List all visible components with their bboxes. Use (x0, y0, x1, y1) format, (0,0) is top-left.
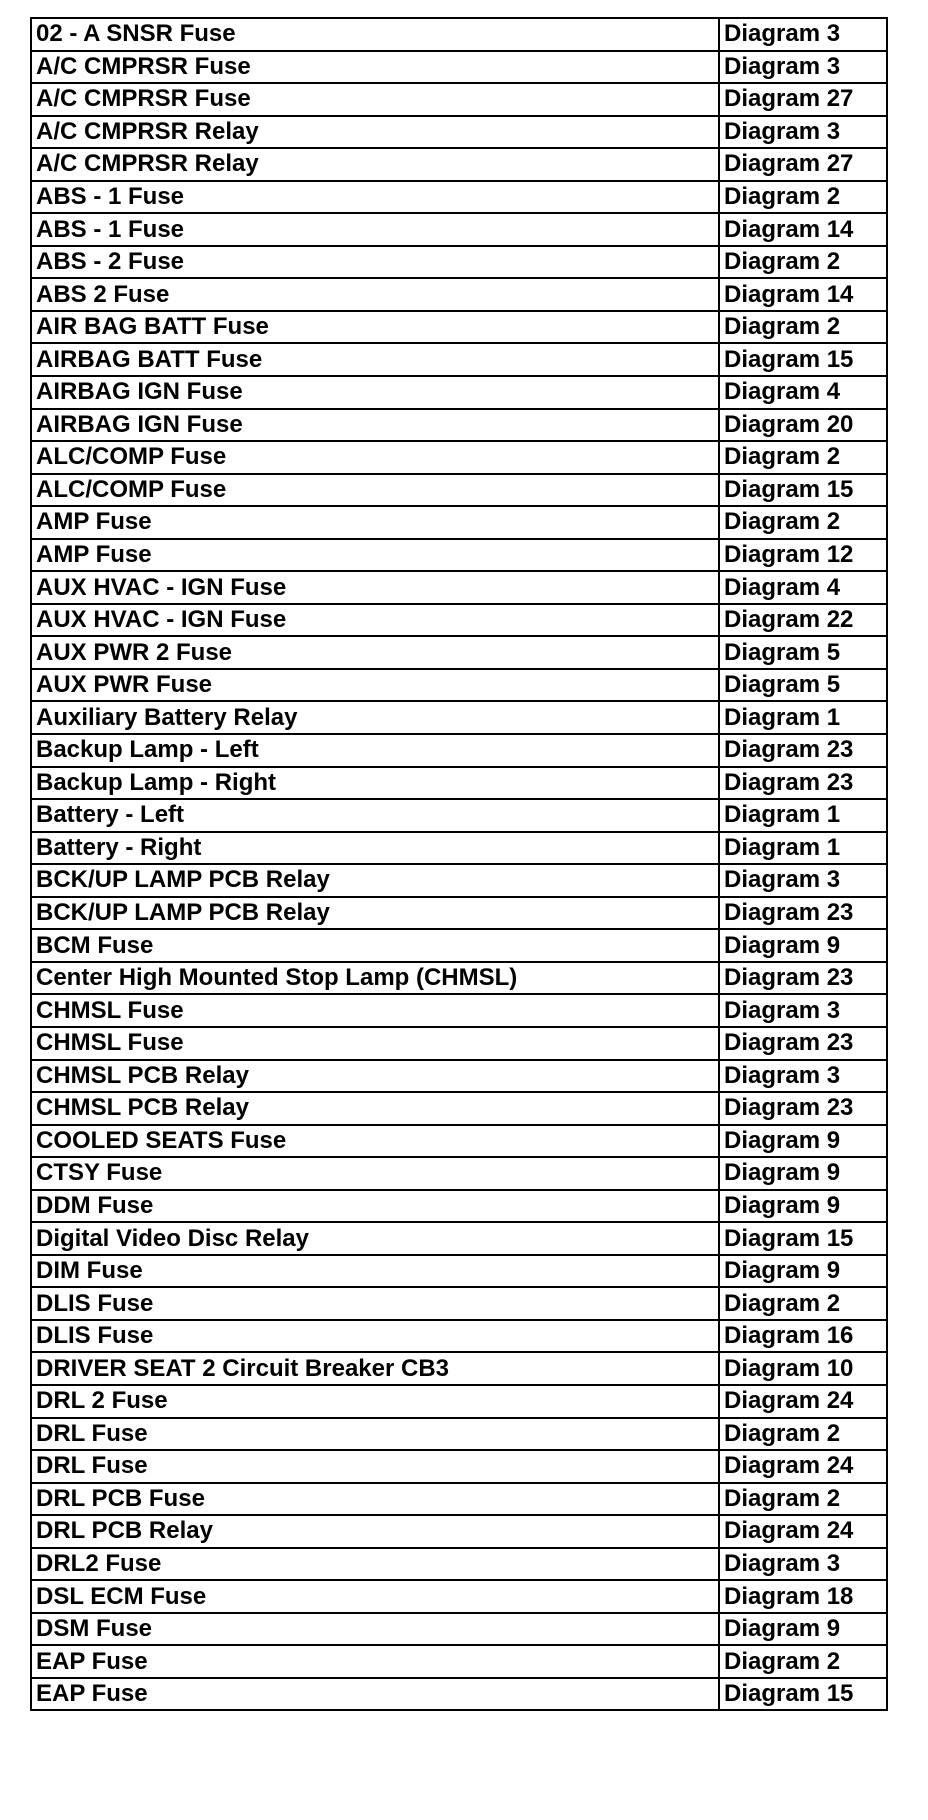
table-row (31, 1418, 887, 1451)
component-name-cell: CTSY Fuse (31, 1157, 719, 1190)
diagram-ref-cell: Diagram 15 (719, 474, 887, 507)
table-row (31, 962, 887, 995)
table-row (31, 441, 887, 474)
table-row (31, 734, 887, 767)
component-name-cell: AIRBAG IGN Fuse (31, 409, 719, 442)
table-row (31, 1352, 887, 1385)
diagram-ref-cell: Diagram 2 (719, 311, 887, 344)
diagram-ref-cell: Diagram 14 (719, 213, 887, 246)
component-name-cell: DIM Fuse (31, 1255, 719, 1288)
table-row (31, 116, 887, 149)
component-name-cell: DRL PCB Fuse (31, 1483, 719, 1516)
diagram-ref-cell: Diagram 3 (719, 18, 887, 51)
component-name-cell: DRL Fuse (31, 1418, 719, 1451)
component-name-cell: ALC/COMP Fuse (31, 474, 719, 507)
table-row (31, 1125, 887, 1158)
diagram-ref-cell: Diagram 1 (719, 799, 887, 832)
diagram-ref-cell: Diagram 1 (719, 701, 887, 734)
component-name-cell: 02 - A SNSR Fuse (31, 18, 719, 51)
component-name-cell: A/C CMPRSR Relay (31, 116, 719, 149)
diagram-ref-cell: Diagram 23 (719, 897, 887, 930)
diagram-ref-cell: Diagram 9 (719, 929, 887, 962)
table-row (31, 604, 887, 637)
table-row (31, 1385, 887, 1418)
table-row (31, 1060, 887, 1093)
diagram-ref-cell: Diagram 2 (719, 1287, 887, 1320)
component-name-cell: AUX PWR Fuse (31, 669, 719, 702)
diagram-ref-cell: Diagram 2 (719, 1645, 887, 1678)
table-row (31, 1287, 887, 1320)
diagram-ref-cell: Diagram 15 (719, 1222, 887, 1255)
table-row (31, 897, 887, 930)
diagram-ref-cell: Diagram 23 (719, 734, 887, 767)
diagram-ref-cell: Diagram 20 (719, 409, 887, 442)
component-name-cell: DRL Fuse (31, 1450, 719, 1483)
table-row (31, 1157, 887, 1190)
table-row (31, 148, 887, 181)
diagram-ref-cell: Diagram 27 (719, 148, 887, 181)
component-name-cell: EAP Fuse (31, 1678, 719, 1711)
table-row (31, 181, 887, 214)
component-name-cell: ABS - 1 Fuse (31, 181, 719, 214)
component-name-cell: ABS 2 Fuse (31, 278, 719, 311)
table-row (31, 636, 887, 669)
diagram-ref-cell: Diagram 2 (719, 506, 887, 539)
table-row (31, 1645, 887, 1678)
diagram-ref-cell: Diagram 22 (719, 604, 887, 637)
table-row (31, 18, 887, 51)
table-row (31, 474, 887, 507)
diagram-ref-cell: Diagram 2 (719, 246, 887, 279)
diagram-ref-cell: Diagram 24 (719, 1450, 887, 1483)
component-name-cell: Battery - Right (31, 832, 719, 865)
table-row (31, 506, 887, 539)
diagram-ref-cell: Diagram 23 (719, 1027, 887, 1060)
table-row (31, 701, 887, 734)
component-name-cell: AMP Fuse (31, 539, 719, 572)
table-row (31, 1222, 887, 1255)
table-row (31, 767, 887, 800)
table-row (31, 213, 887, 246)
component-name-cell: Auxiliary Battery Relay (31, 701, 719, 734)
table-row (31, 669, 887, 702)
diagram-ref-cell: Diagram 2 (719, 1418, 887, 1451)
diagram-ref-cell: Diagram 9 (719, 1255, 887, 1288)
diagram-ref-cell: Diagram 2 (719, 1483, 887, 1516)
diagram-ref-cell: Diagram 1 (719, 832, 887, 865)
diagram-ref-cell: Diagram 18 (719, 1580, 887, 1613)
component-name-cell: A/C CMPRSR Relay (31, 148, 719, 181)
table-row (31, 799, 887, 832)
diagram-ref-cell: Diagram 2 (719, 441, 887, 474)
diagram-ref-cell: Diagram 5 (719, 669, 887, 702)
diagram-ref-cell: Diagram 23 (719, 1092, 887, 1125)
component-name-cell: A/C CMPRSR Fuse (31, 51, 719, 84)
diagram-ref-cell: Diagram 15 (719, 343, 887, 376)
table-row (31, 1320, 887, 1353)
diagram-ref-cell: Diagram 9 (719, 1125, 887, 1158)
diagram-ref-cell: Diagram 3 (719, 116, 887, 149)
component-name-cell: ALC/COMP Fuse (31, 441, 719, 474)
table-row (31, 1613, 887, 1646)
diagram-ref-cell: Diagram 23 (719, 767, 887, 800)
component-name-cell: AMP Fuse (31, 506, 719, 539)
component-name-cell: DSL ECM Fuse (31, 1580, 719, 1613)
diagram-ref-cell: Diagram 3 (719, 994, 887, 1027)
table-row (31, 376, 887, 409)
diagram-ref-cell: Diagram 3 (719, 1548, 887, 1581)
table-row (31, 1678, 887, 1711)
component-name-cell: AUX PWR 2 Fuse (31, 636, 719, 669)
component-name-cell: DDM Fuse (31, 1190, 719, 1223)
component-name-cell: DSM Fuse (31, 1613, 719, 1646)
component-name-cell: Battery - Left (31, 799, 719, 832)
diagram-ref-cell: Diagram 14 (719, 278, 887, 311)
table-row (31, 1255, 887, 1288)
component-name-cell: DRL PCB Relay (31, 1515, 719, 1548)
table-row (31, 343, 887, 376)
component-name-cell: DRL 2 Fuse (31, 1385, 719, 1418)
table-row (31, 571, 887, 604)
diagram-ref-cell: Diagram 2 (719, 181, 887, 214)
table-row (31, 832, 887, 865)
component-name-cell: DLIS Fuse (31, 1320, 719, 1353)
table-row (31, 278, 887, 311)
table-row (31, 1548, 887, 1581)
table-row (31, 1580, 887, 1613)
component-name-cell: A/C CMPRSR Fuse (31, 83, 719, 116)
diagram-ref-cell: Diagram 9 (719, 1190, 887, 1223)
diagram-ref-cell: Diagram 9 (719, 1157, 887, 1190)
table-row (31, 51, 887, 84)
component-name-cell: CHMSL PCB Relay (31, 1060, 719, 1093)
table-row (31, 539, 887, 572)
component-name-cell: AUX HVAC - IGN Fuse (31, 571, 719, 604)
table-row (31, 311, 887, 344)
table-row (31, 864, 887, 897)
table-row (31, 1092, 887, 1125)
component-name-cell: DLIS Fuse (31, 1287, 719, 1320)
table-row (31, 1483, 887, 1516)
component-name-cell: BCK/UP LAMP PCB Relay (31, 864, 719, 897)
table-row (31, 1190, 887, 1223)
table-row (31, 409, 887, 442)
component-name-cell: EAP Fuse (31, 1645, 719, 1678)
diagram-ref-cell: Diagram 3 (719, 1060, 887, 1093)
component-name-cell: ABS - 2 Fuse (31, 246, 719, 279)
diagram-ref-cell: Diagram 3 (719, 864, 887, 897)
component-name-cell: BCK/UP LAMP PCB Relay (31, 897, 719, 930)
component-name-cell: Backup Lamp - Left (31, 734, 719, 767)
diagram-ref-cell: Diagram 23 (719, 962, 887, 995)
component-name-cell: BCM Fuse (31, 929, 719, 962)
component-name-cell: AIR BAG BATT Fuse (31, 311, 719, 344)
component-name-cell: DRL2 Fuse (31, 1548, 719, 1581)
diagram-ref-cell: Diagram 24 (719, 1385, 887, 1418)
diagram-ref-cell: Diagram 3 (719, 51, 887, 84)
table-row (31, 994, 887, 1027)
component-name-cell: Center High Mounted Stop Lamp (CHMSL) (31, 962, 719, 995)
table-body (31, 18, 887, 1710)
component-name-cell: CHMSL Fuse (31, 1027, 719, 1060)
component-name-cell: AIRBAG IGN Fuse (31, 376, 719, 409)
diagram-ref-cell: Diagram 12 (719, 539, 887, 572)
component-name-cell: CHMSL Fuse (31, 994, 719, 1027)
table-row (31, 246, 887, 279)
component-index-sheet (30, 17, 888, 1711)
component-diagram-table (30, 17, 888, 1711)
diagram-ref-cell: Diagram 4 (719, 376, 887, 409)
table-row (31, 929, 887, 962)
diagram-ref-cell: Diagram 16 (719, 1320, 887, 1353)
component-name-cell: Digital Video Disc Relay (31, 1222, 719, 1255)
table-row (31, 1450, 887, 1483)
component-name-cell: COOLED SEATS Fuse (31, 1125, 719, 1158)
component-name-cell: AIRBAG BATT Fuse (31, 343, 719, 376)
component-name-cell: DRIVER SEAT 2 Circuit Breaker CB3 (31, 1352, 719, 1385)
diagram-ref-cell: Diagram 10 (719, 1352, 887, 1385)
component-name-cell: AUX HVAC - IGN Fuse (31, 604, 719, 637)
component-name-cell: CHMSL PCB Relay (31, 1092, 719, 1125)
diagram-ref-cell: Diagram 27 (719, 83, 887, 116)
diagram-ref-cell: Diagram 5 (719, 636, 887, 669)
table-row (31, 83, 887, 116)
table-row (31, 1027, 887, 1060)
diagram-ref-cell: Diagram 15 (719, 1678, 887, 1711)
diagram-ref-cell: Diagram 24 (719, 1515, 887, 1548)
table-row (31, 1515, 887, 1548)
component-name-cell: Backup Lamp - Right (31, 767, 719, 800)
diagram-ref-cell: Diagram 4 (719, 571, 887, 604)
component-name-cell: ABS - 1 Fuse (31, 213, 719, 246)
diagram-ref-cell: Diagram 9 (719, 1613, 887, 1646)
